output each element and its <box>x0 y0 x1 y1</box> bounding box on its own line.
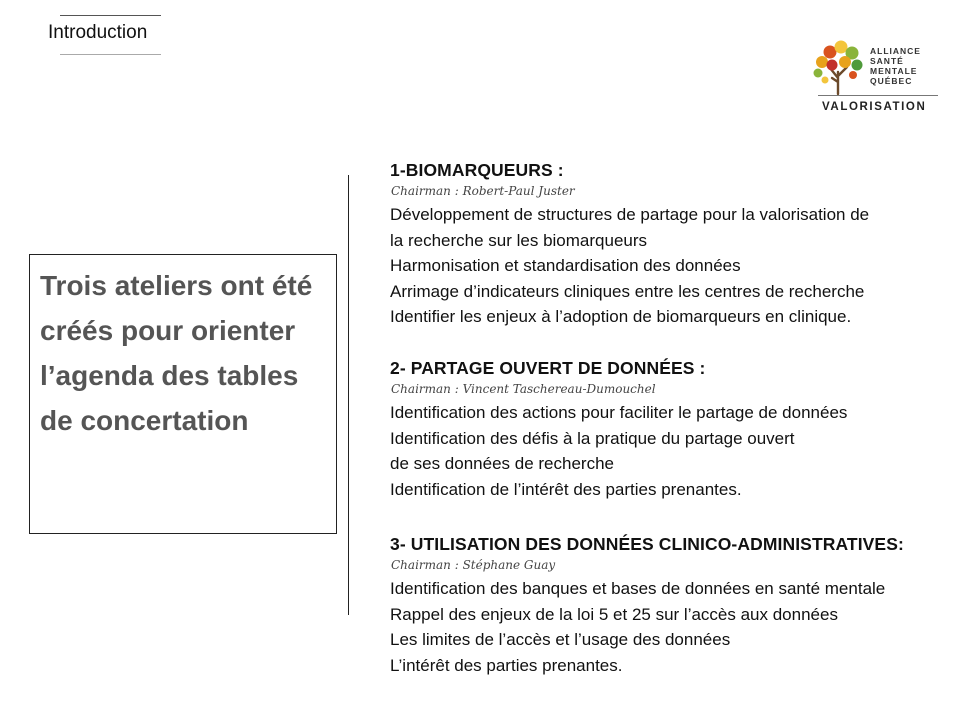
workshop-section-biomarqueurs <box>390 160 970 330</box>
workshop-title: 1-BIOMARQUEURS : <box>390 160 564 180</box>
logo-line: QUÉBEC <box>870 76 913 86</box>
list-item: Identification des actions pour faciliter le partage de données <box>390 403 848 422</box>
tree-logo-icon <box>808 38 868 96</box>
list-item: Les limites de l’accès et l’usage des données <box>390 630 731 649</box>
callout-text: Trois ateliers ont été créés pour orienter l’agenda des tables de concertation <box>40 270 313 436</box>
list-item: Identifier les enjeux à l’adoption de biomarqueurs en clinique. <box>390 307 852 326</box>
logo-rule <box>818 95 938 96</box>
list-item: Identification des banques et bases de données en santé mentale <box>390 579 886 598</box>
workshop-chair: Chairman : Robert-Paul Juster <box>391 184 575 198</box>
workshop-chair: Chairman : Vincent Taschereau-Dumouchel <box>391 382 656 396</box>
list-item: Développement de structures de partage pour la valorisation de <box>390 205 870 224</box>
logo-line: ALLIANCE <box>870 46 921 56</box>
workshop-items <box>390 202 970 330</box>
workshop-items <box>390 576 970 678</box>
workshop-chair: Chairman : Stéphane Guay <box>391 558 556 572</box>
logo-wordmark <box>870 46 921 86</box>
list-item: L’intérêt des parties prenantes. <box>390 655 623 675</box>
workshop-section-clinico <box>390 534 970 678</box>
list-item: Harmonisation et standardisation des données <box>390 256 741 275</box>
list-item: Rappel des enjeux de la loi 5 et 25 sur l’accès aux données <box>390 604 838 624</box>
logo-line: MENTALE <box>870 66 918 76</box>
logo-tagline: VALORISATION <box>822 101 927 113</box>
logo-line: SANTÉ <box>870 56 904 66</box>
section-label: Introduction <box>48 22 148 43</box>
header-bottom-rule <box>60 54 161 55</box>
callout-box <box>29 254 337 534</box>
workshop-section-partage <box>390 358 970 502</box>
list-item: de ses données de recherche <box>390 454 614 473</box>
workshop-items <box>390 400 970 502</box>
header-top-rule <box>60 15 161 16</box>
alliance-logo <box>808 38 944 120</box>
workshop-title: 2- PARTAGE OUVERT DE DONNÉES : <box>390 358 706 378</box>
list-item: Arrimage d’indicateurs cliniques entre les centres de recherche <box>390 281 865 301</box>
list-item: Identification des défis à la pratique du partage ouvert <box>390 428 795 448</box>
list-item: la recherche sur les biomarqueurs <box>390 230 648 250</box>
workshop-title: 3- UTILISATION DES DONNÉES CLINICO-ADMINISTRATIVES: <box>390 534 904 554</box>
vertical-divider <box>348 175 349 615</box>
list-item: Identification de l’intérêt des parties prenantes. <box>390 479 742 499</box>
